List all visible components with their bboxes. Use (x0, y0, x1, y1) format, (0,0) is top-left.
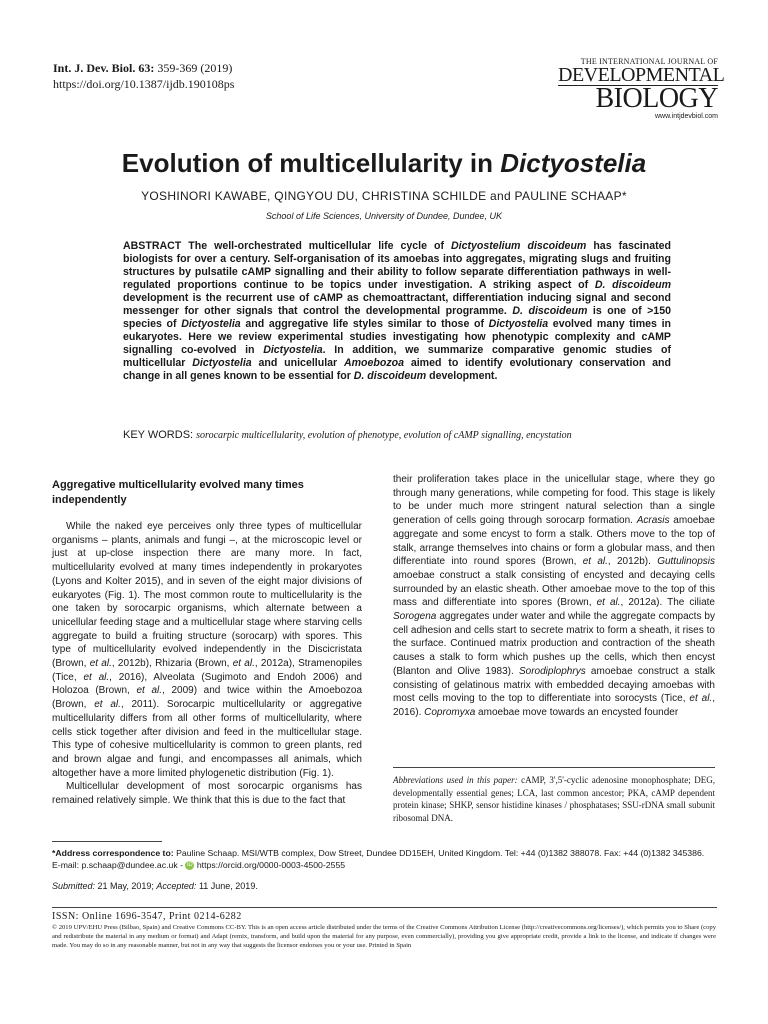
authors: YOSHINORI KAWABE, QINGYOU DU, CHRISTINA SCHILDE and PAULINE SCHAAP* (141, 189, 627, 203)
text-run: evolved many times in eukaryotes. Here we review experimental studies investigating how phenotypic complexity and cAMP signalling co-evolved in (123, 318, 671, 356)
italic-term: et al. (582, 556, 608, 568)
italic-term: Sorogena (393, 611, 437, 623)
italic-term: D. discoideum (594, 279, 671, 291)
paragraph (393, 473, 715, 720)
journal-reference (53, 60, 234, 92)
italic-term: Acrasis (636, 515, 670, 527)
text-run: their proliferation takes place in the unicellular stage, where they go through many generations, while competing for food. This stage is likely to be under much more stringent natural selection than a single generation of cells going through sorocarp formation. (393, 474, 715, 527)
license-text: © 2019 UPV/EHU Press (Bilbao, Spain) and Creative Commons CC-BY. This is an open access article distributed under the terms of the Creative Commons Attribution License (http://creativecommons.org/licenses/), which permits you to Share (copy and redistribute the material in any medium or format) and Adapt (remix, transform, and build upon the material for any purpose, even commercially), providing you give appropriate credit, provide a link to the license, and indicate if changes were made. You may do so in any reasonable manner, but not in any way that suggests the licensor endorses you or your use. Printed in Spain (52, 924, 716, 949)
footer-divider (52, 907, 717, 908)
italic-term: et al. (596, 597, 621, 609)
text-run: , 2011). Sorocarpic multicellularity or aggregative multicellularity differs from all other forms of multicellularity, where cells stick together after division and feed in the multicellular stage. This type of cohesive multicellularity is common to green plants, red and brown algae and fungi, and encompasses all animals, which altogether have a more limited phylogenetic distribution (Fig. 1). (52, 699, 362, 779)
text-run: , 2012a), Stramenopiles (Tice, (52, 658, 362, 683)
section-heading: Aggregative multicellularity evolved many times independently (52, 479, 304, 506)
text-run: and aggregative life styles similar to those of (240, 318, 489, 330)
article-title (0, 148, 768, 179)
journal-logo (558, 57, 725, 120)
text-run: , 2016). (393, 693, 715, 718)
keywords-label: KEY WORDS: (123, 429, 194, 441)
abstract (123, 240, 671, 383)
orcid-link[interactable]: https://orcid.org/0000-0003-4500-2555 (194, 860, 346, 870)
text-run: cAMP, 3',5'-cyclic adenosine monophosphate; DEG, developmentally essential genes; LCA, last common ancestor; PKA, cAMP dependent protein kinase; SHKP, sensor histidine kinases / phosphatases; SSU-rDNA small subunit ribosomal DNA. (393, 775, 715, 823)
logo-line-2: DEVELOPMENTAL (558, 64, 725, 86)
italic-term: et al. (136, 685, 163, 697)
italic-term: et al. (83, 671, 110, 683)
submitted-date: 21 May, 2019; (95, 881, 157, 891)
text-run: amoebae construct a stalk consisting of encysted and decaying cells surrounded by an elastic sheath. Other amoebae move to the top of this mass and differentiate into spores (Brown, (393, 569, 715, 609)
text-run: The well-orchestrated multicellular life cycle of (181, 240, 452, 252)
accepted-label: Accepted: (156, 881, 197, 891)
italic-term: et al. (689, 693, 713, 705)
keywords (123, 429, 683, 441)
footnote-divider (52, 841, 162, 842)
abstract-body (123, 240, 671, 382)
text-run: has fascinated biologists for over a century. Self-organisation of its amoebas into aggregates, migrating slugs and fruiting structures by pulsatile cAMP signalling and their ability to follow separate differentiation pathways in well-regulated proportions continue to be topics under investigation. A striking aspect of (123, 240, 671, 291)
keywords-value: sorocarpic multicellularity, evolution of phenotype, evolution of cAMP signalling, encystation (196, 430, 572, 441)
text-run: , 2009) and twice within the Amoebozoa (Brown, (52, 685, 363, 711)
logo-url[interactable]: www.intjdevbiol.com (654, 113, 718, 120)
text-run: amoebae construct a stalk consisting of gelatinous matrix with embedded decaying amoebas with most cells moving to the top to differentiate into sorocysts (Tice, (393, 665, 715, 705)
text-run: development is the recurrent use of cAMP as chemoattractant, differentiation inducing signal and second messenger for other signals that control the developmental programme. (123, 292, 671, 317)
right-column (393, 473, 715, 720)
italic-term: Abbreviations used in this paper: (393, 775, 518, 785)
italic-term: Dictyostelia (181, 318, 241, 330)
text-run: , 2012b). (607, 556, 658, 568)
correspondence-text: Pauline Schaap. MSI/WTB complex, Dow Street, Dundee DD15EH, United Kingdom. Tel: +44 (0)1382 388078. Fax: +44 (0)1382 345386. (173, 848, 705, 858)
italic-term: et al. (89, 658, 112, 670)
italic-term: Dictyostelia (192, 357, 252, 369)
journal-abbrev: Int. J. Dev. Biol. 63: (53, 61, 155, 75)
submitted-label: Submitted: (52, 881, 96, 891)
italic-term: Dictyostelium discoideum (451, 240, 587, 252)
text-run: and unicellular (251, 357, 344, 369)
correspondence-label: *Address correspondence to: (52, 848, 174, 858)
logo-line-3: BIOLOGY (558, 85, 718, 112)
text-run: , 2012b), Rhizaria (Brown, (111, 658, 233, 670)
italic-term: et al. (94, 699, 121, 711)
italic-term: Dictyostelia (488, 318, 549, 330)
text-run: , 2012a). The ciliate (620, 597, 715, 609)
italic-term: Amoebozoa (343, 357, 405, 369)
title-italic: Dictyostelia (500, 148, 647, 178)
pages-year: 359-369 (2019) (157, 61, 233, 75)
accepted-date: 11 June, 2019. (196, 881, 258, 891)
italic-term: D. discoideum (512, 305, 588, 317)
abbreviations-footnote (393, 767, 715, 824)
paragraph (52, 780, 362, 807)
text-run: aimed to identify evolutionary conservation and change in all genes known to be essential for (123, 357, 671, 382)
italic-term: et al. (232, 658, 255, 670)
text-run: amoebae aggregate and some encyst to form a stalk. Others move to the top of stalk, arrange themselves into chains or form a globular mass, and then differentiate into round spores (Brown, (393, 515, 715, 568)
left-column (52, 478, 362, 808)
text-run: amoebae move towards an encysted founder (475, 706, 679, 718)
italic-term: Sorodiplophrys (518, 665, 586, 677)
submission-dates (52, 881, 258, 891)
text-run: , 2016), Alveolata (Sugimoto and Endoh 2006) and Holozoa (Brown, (52, 671, 362, 697)
text-run: Multicellular development of most sorocarpic organisms has remained relatively simple. We think that this is due to the fact that (52, 781, 362, 807)
text-run: development. (426, 370, 498, 382)
logo-line-1: THE INTERNATIONAL JOURNAL OF (580, 57, 718, 66)
italic-term: Dictyostelia (263, 344, 323, 356)
italic-term: D. discoideum (353, 370, 427, 382)
italic-term: Guttulinopsis (657, 556, 715, 568)
orcid-icon: iD (187, 862, 193, 869)
email-link[interactable]: E-mail: p.schaap@dundee.ac.uk - (52, 860, 186, 870)
text-run: . In addition, we summarize comparative genomic studies of multicellular (123, 344, 671, 369)
abstract-label: ABSTRACT (123, 240, 182, 252)
doi-link[interactable]: https://doi.org/10.1387/ijdb.190108ps (53, 77, 235, 91)
correspondence (52, 847, 722, 871)
issn: ISSN: Online 1696-3547, Print 0214-6282 (52, 911, 242, 922)
title-main: Evolution of multicellularity in (121, 148, 501, 178)
text-run: aggregates under water and while the aggregate compacts by cell adhesion and cells start to secrete matrix to form a sheath, it rises to the surface. Continued matrix production and contraction of the sheath causes a stalk to form which pushes up the cells, which then encyst (Blanton and Olive 1983). (393, 611, 715, 677)
text-run: While the naked eye perceives only three types of multicellular organisms – plants, animals and fungi –, at the microscopic level or just at up-close inspection there are many more. In fact, multicellularity evolved at many times independently in prokaryotes (Lyons and Kolter 2015), and in seven of the eight major divisions of eukaryotes (Fig. 1). The most common route to multicellularity is the one taken by sorocarpic organisms, which alternate between a unicellular feeding stage and a multicellular stage where starving cells aggregate to build a fruiting structure (sorocarp) with spores. This type of multicellularity evolved independently in the Discicristata (Brown, (52, 521, 362, 670)
affiliation: School of Life Sciences, University of Dundee, Dundee, UK (265, 211, 503, 221)
text-run: is one of >150 species of (123, 305, 671, 330)
paragraph (52, 520, 362, 780)
italic-term: Copromyxa (424, 706, 476, 718)
